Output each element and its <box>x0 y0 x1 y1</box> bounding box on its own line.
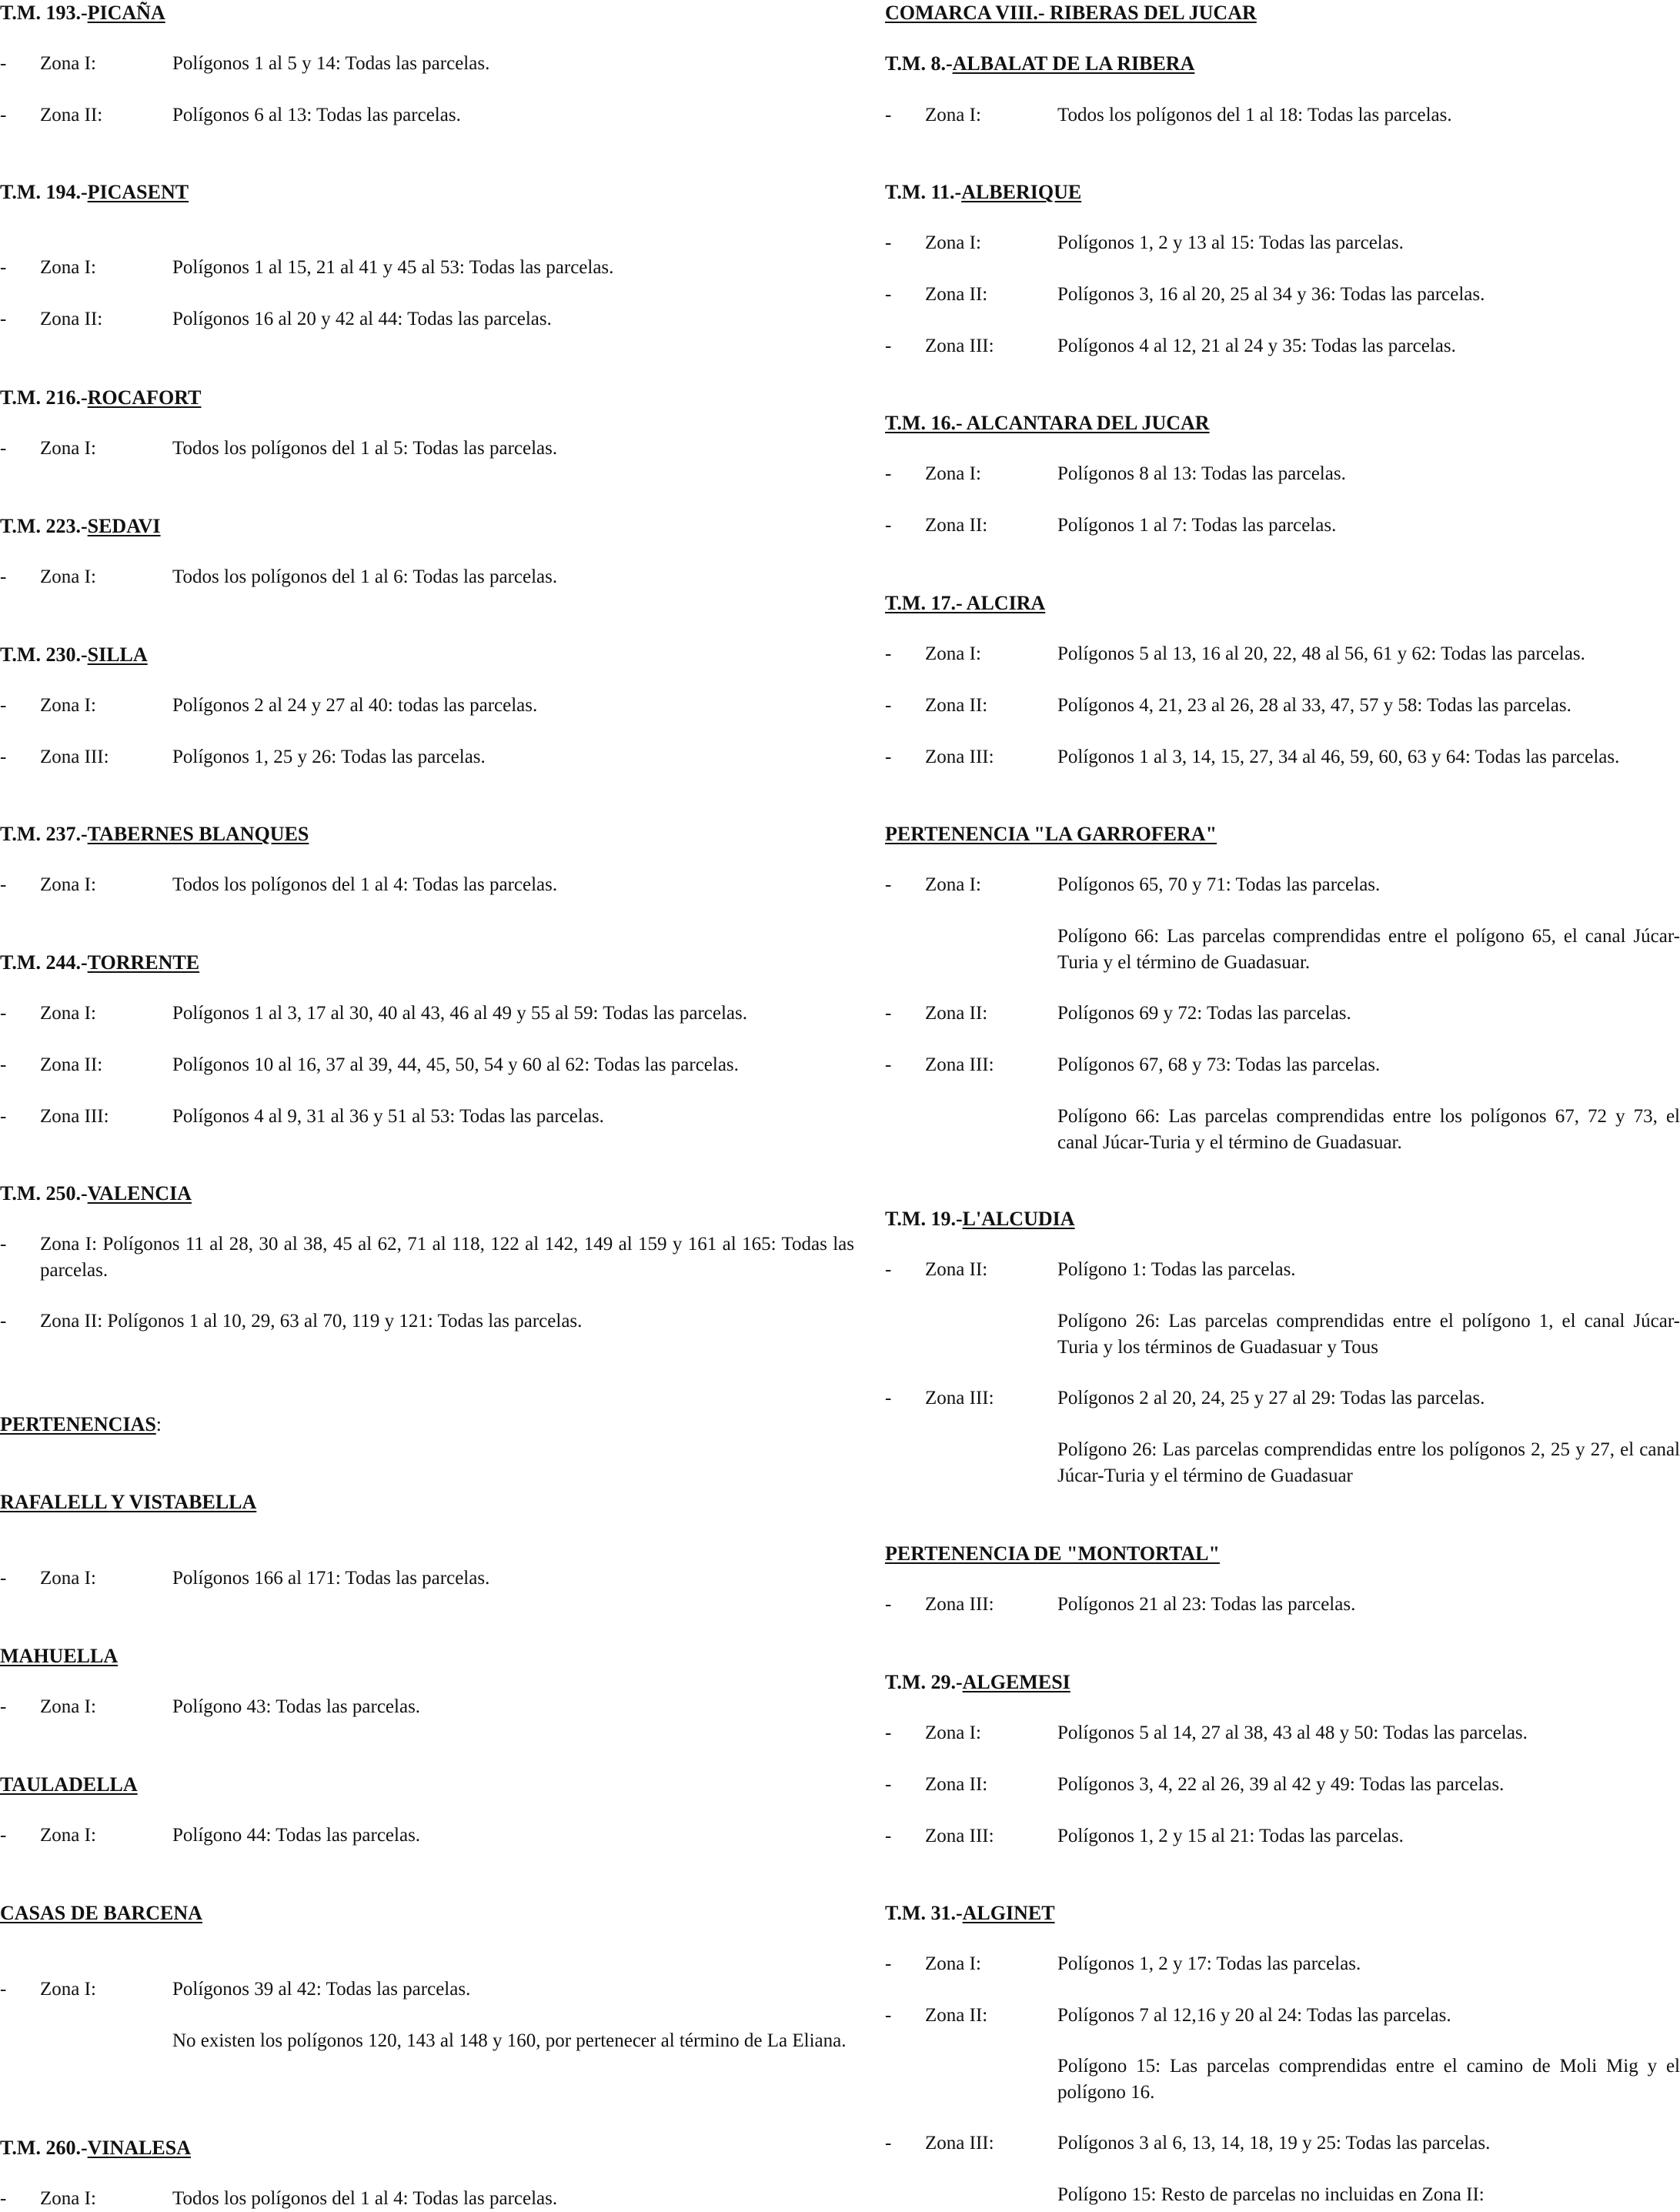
section-heading: T.M. 11.-ALBERIQUE <box>885 181 1082 203</box>
comarca-heading: COMARCA VIII.- RIBERAS DEL JUCAR <box>885 2 1257 24</box>
section-heading: T.M. 29.-ALGEMESI <box>885 1671 1070 1693</box>
section-heading: PERTENENCIA "LA GARROFERA" <box>885 823 1217 845</box>
section-heading: PERTENENCIA DE "MONTORTAL" <box>885 1542 1220 1565</box>
section-heading: TAULADELLA <box>0 1773 138 1796</box>
section-heading: PERTENENCIAS: <box>0 1413 162 1435</box>
document-page: T.M. 193.-PICAÑA - Zona I: Polígonos 1 al 5 y 14: Todas las parcelas. - Zona II: Polígonos 6 al 13: Todas las parcelas. T.M. 194.-PICASENT - Zona I: Polígonos 1 al 15, 21 al 41 y 45 al 53: Todas las parcelas. - Zona II: Polígonos 16 al 20 y 42 al 44: Todas las parcelas. T.M. 216.-ROCAFORT - Zona I: Todos los polígonos del 1 al 5: Todas las parcelas. T.M. 223.-SEDAVI - Zona I: Todos los polígonos del 1 al 6: Todas las parcelas. T.M. 230.-SILLA - Zona I: Polígonos 2 al 24 y 27 al 40: todas las parcelas. - Zona III: Polígonos 1, 25 y 26: Todas las parcelas. T.M. 237.-TABERNES BLANQUES - Zona I: Todos los polígonos del 1 al 4: Todas las parcelas. T.M. 244.-TORRENTE - Zona I: Polígonos 1 al 3, 17 al 30, 40 al 43, 46 al 49 y 55 al 59: Todas las parcelas. - Zona II: Polígonos 10 al 16, 37 al 39, 44, 45, 50, 54 y 60 al 62: Todas las parcelas. - Zona III: Polígonos 4 al 9, 31 al 36 y 51 al 53: Todas las parcelas. T.M. 250.-VALENCIA - Zona I: Polígonos 11 al 28, 30 al 38, 45 al 62, 71 al 118, 122 al 142, 149 al 159 y 161 al 165: Todas las parcelas. - Zona II: Polígonos 1 al 10, 29, 63 al 70, 119 y 121: Todas las parcelas. PERTENENCIAS: RAFALELL Y VISTABELLA - Zona I: Polígonos 166 al 171: Todas las parcelas. MAHUELLA - Zona I: Polígono 43: Todas las parcelas. TAULADELLA - Zona I: Polígono 44: Todas las parcelas. CASAS DE BARCENA - Zona I: Polígonos 39 al 42: Todas las parcelas. No existen los polígonos 120, 143 al 148 y 160, por pertenecer al término de La Eliana. T.M. 260.-VINALESA - Zona I: Todos los polígonos del 1 al 4: Todas las parcelas. COMARCA VIII.- RIBERAS DEL JUCAR T.M. 8.-ALBALAT DE LA RIBERA - Zona I: Todos los polígonos del 1 al 18: Todas las parcelas. T.M. 11.-ALBERIQUE - Zona I: Polígonos 1, 2 y 13 al 15: Todas las parcelas. - Zona II: Polígonos 3, 16 al 20, 25 al 34 y 36: Todas las parcelas. - Zona III: Polígonos 4 al 12, 21 al 24 y 35: Todas las parcelas. T.M. 16.- ALCANTARA DEL JUCAR - Zona I: Polígonos 8 al 13: Todas las parcelas. - Zona II: Polígonos 1 al 7: Todas las parcelas. T.M. 17.- ALCIRA - Zona I: Polígonos 5 al 13, 16 al 20, 22, 48 al 56, 61 y 62: Todas las parcelas. - Zona II: Polígonos 4, 21, 23 al 26, 28 al 33, 47, 57 y 58: Todas las parcelas. - Zona III: Polígonos 1 al 3, 14, 15, 27, 34 al 46, 59, 60, 63 y 64: Todas las parcelas. PERTENENCIA "LA GARROFERA" - Zona I: Polígonos 65, 70 y 71: Todas las parcelas. Polígono 66: Las parcelas comprendidas entre el polígono 65, el canal Júcar-Turia y el término de Guadasuar. - Zona II: Polígonos 69 y 72: Todas las parcelas. - Zona III: Polígonos 67, 68 y 73: Todas las parcelas. Polígono 66: Las parcelas comprendidas entre los polígonos 67, 72 y 73, el canal Júcar-Turia y el término de Guadasuar. T.M. 19.-L'ALCUDIA - Zona II: Polígono 1: Todas las parcelas. Polígono 26: Las parcelas comprendidas entre el polígono 1, el canal Júcar-Turia y los términos de Guadasuar y Tous - Zona III: Polígonos 2 al 20, 24, 25 y 27 al 29: Todas las parcelas. Polígono 26: Las parcelas comprendidas entre los polígonos 2, 25 y 27, el canal Júcar-Turia y el término de Guadasuar PERTENENCIA DE "MONTORTAL" - Zona III: Polígonos 21 al 23: Todas las parcelas. T.M. 29.-ALGEMESI - Zona I: Polígonos 5 al 14, 27 al 38, 43 al 48 y 50: Todas las parcelas. - Zona II: Polígonos 3, 4, 22 al 26, 39 al 42 y 49: Todas las parcelas. - Zona III: Polígonos 1, 2 y 15 al 21: Todas las parcelas. T.M. 31.-ALGINET - Zona I: Polígonos 1, 2 y 17: Todas las parcelas. - Zona II: Polígonos 7 al 12,16 y 20 al 24: Todas las parcelas. Polígono 15: Las parcelas comprendidas entre el camino de Moli Mig y el polígono 16. - Zona III: Polígonos 3 al 6, 13, 14, 18, 19 y 25: Todas las parcelas. Polígono 15: Resto de parcelas no incluidas en Zona II: <box>0 2 1680 2209</box>
section-heading: T.M. 230.-SILLA <box>0 643 148 666</box>
section-heading: T.M. 16.- ALCANTARA DEL JUCAR <box>885 412 1210 434</box>
section-heading: T.M. 194.-PICASENT <box>0 181 189 203</box>
section-heading: T.M. 193.-PICAÑA <box>0 2 165 24</box>
section-heading: CASAS DE BARCENA <box>0 1902 202 1924</box>
section-heading: T.M. 260.-VINALESA <box>0 2137 191 2159</box>
section-heading: T.M. 8.-ALBALAT DE LA RIBERA <box>885 52 1195 75</box>
section-heading: T.M. 31.-ALGINET <box>885 1902 1055 1924</box>
section-heading: T.M. 237.-TABERNES BLANQUES <box>0 823 309 845</box>
section-heading: T.M. 216.-ROCAFORT <box>0 386 202 409</box>
section-heading: T.M. 17.- ALCIRA <box>885 592 1046 614</box>
section-heading: T.M. 223.-SEDAVI <box>0 515 161 537</box>
section-heading: RAFALELL Y VISTABELLA <box>0 1491 257 1513</box>
section-heading: T.M. 250.-VALENCIA <box>0 1182 192 1205</box>
section-heading: T.M. 19.-L'ALCUDIA <box>885 1208 1075 1230</box>
section-heading: MAHUELLA <box>0 1645 119 1667</box>
section-heading: T.M. 244.-TORRENTE <box>0 951 200 974</box>
